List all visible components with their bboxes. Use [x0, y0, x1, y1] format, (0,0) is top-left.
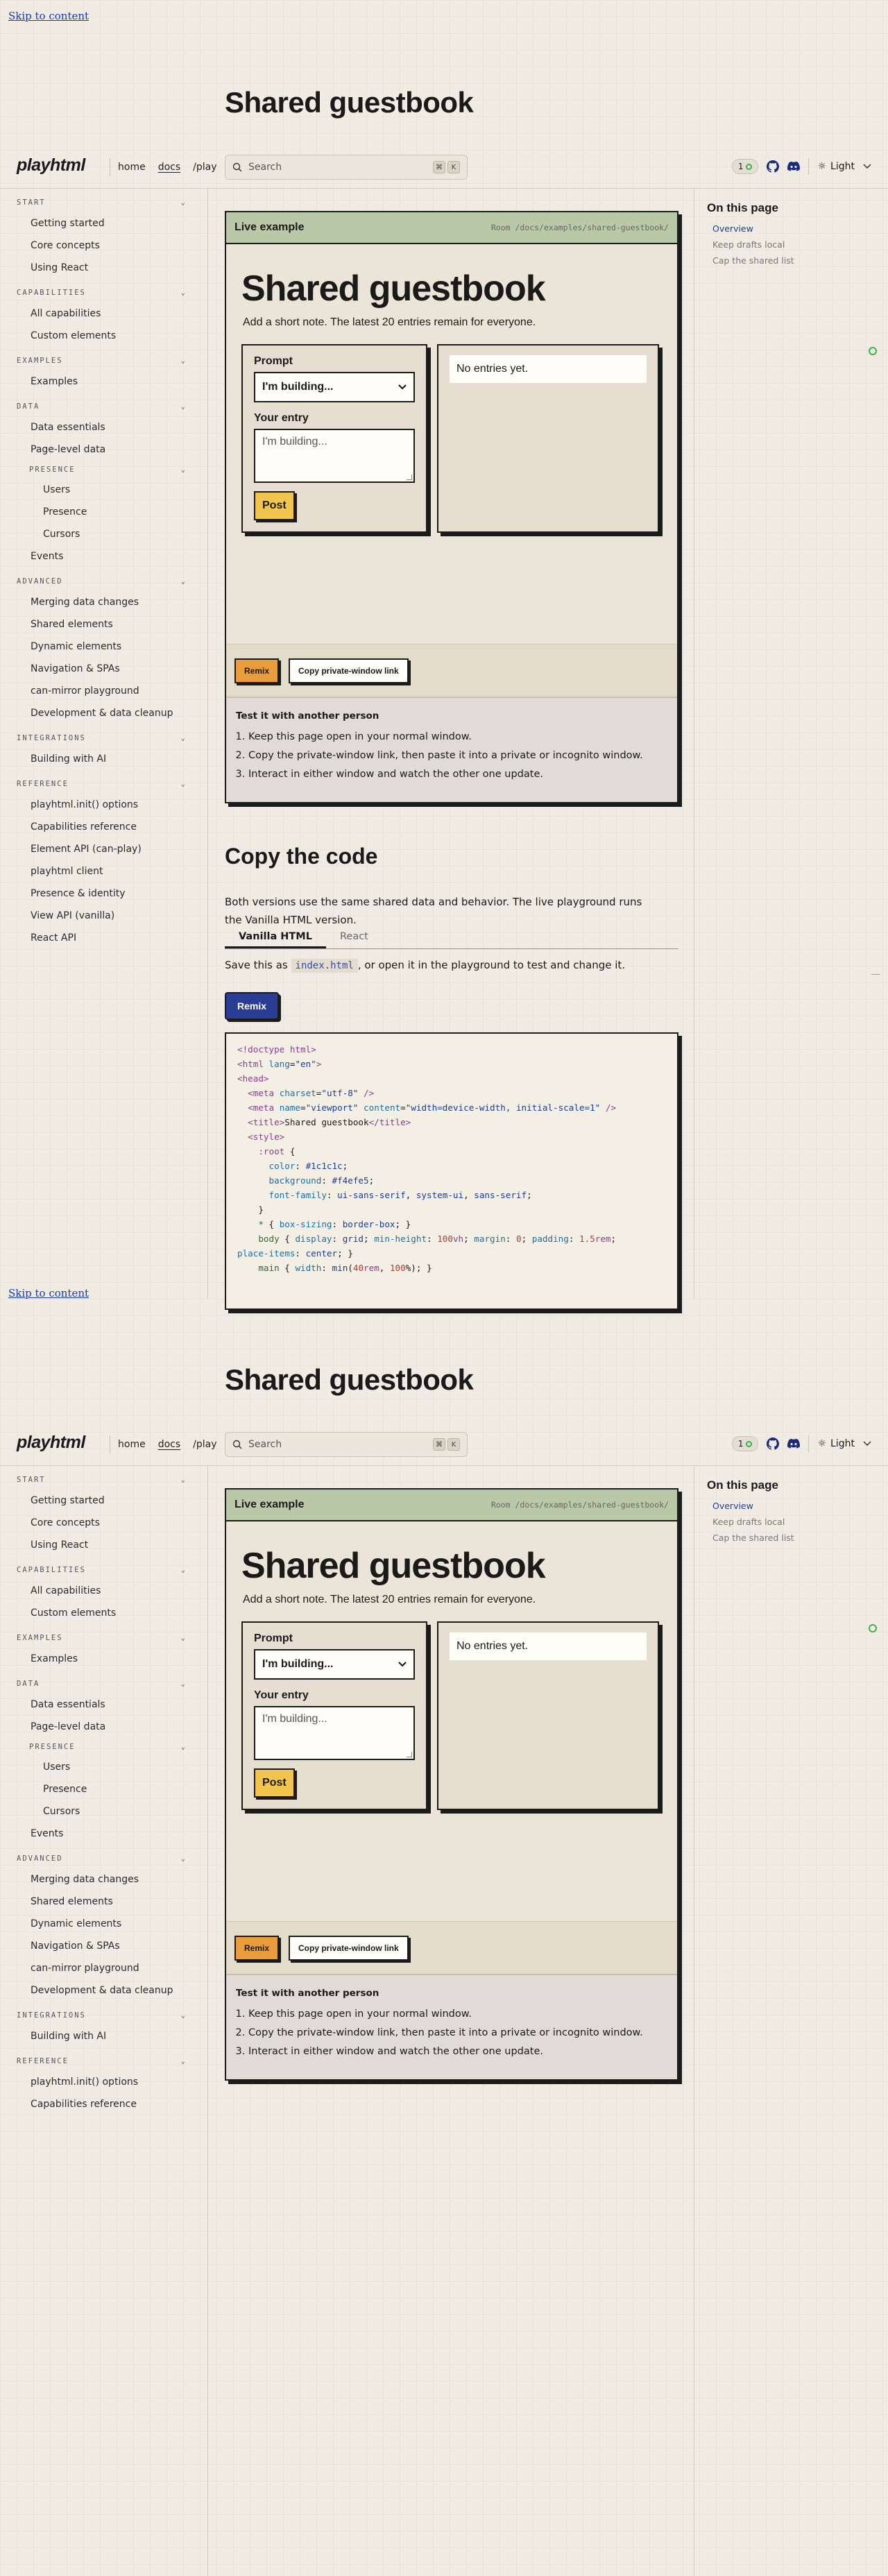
- search-input[interactable]: [225, 155, 468, 180]
- prompt-label: Prompt: [254, 355, 293, 367]
- chevron-down-icon: ⌄: [180, 1680, 187, 1688]
- presence-count-badge[interactable]: [732, 1436, 759, 1451]
- online-dot-icon: [746, 1441, 752, 1447]
- sidebar-item-data-essentials[interactable]: Data essentials: [31, 1699, 105, 1710]
- example-actions: [226, 644, 677, 698]
- chevron-down-icon[interactable]: [863, 1441, 871, 1447]
- search-placeholder: Search: [248, 162, 282, 173]
- sidebar-item-init-options[interactable]: playhtml.init() options: [31, 799, 139, 810]
- example-actions: [226, 1921, 677, 1975]
- sidebar-item-getting-started[interactable]: Getting started: [31, 218, 105, 229]
- sidebar-item-using-react[interactable]: Using React: [31, 1539, 89, 1551]
- save-instructions: [225, 959, 625, 971]
- section-label: CAPABILITIES: [17, 289, 86, 297]
- chevron-down-icon: ⌄: [180, 734, 187, 742]
- sidebar-section-start[interactable]: [0, 193, 207, 212]
- theme-toggle[interactable]: [817, 1438, 855, 1449]
- section-label: REFERENCE: [17, 780, 69, 788]
- sidebar-item-using-react[interactable]: Using React: [31, 262, 89, 273]
- copy-private-link-button[interactable]: Copy private-window link: [289, 658, 409, 683]
- entries-panel: [437, 344, 659, 533]
- screenshot-2: [0, 1277, 888, 2110]
- sidebar-item-view-api[interactable]: View API (vanilla): [31, 910, 115, 921]
- empty-entries-message: No entries yet.: [450, 1632, 647, 1660]
- chevron-down-icon: ⌄: [180, 1566, 187, 1574]
- sidebar-section-examples[interactable]: [0, 1628, 207, 1648]
- sun-icon: ☼: [817, 161, 827, 172]
- entry-form-panel: [241, 344, 427, 533]
- skip-to-content-link[interactable]: Skip to content: [8, 1287, 89, 1299]
- theme-label: Light: [830, 161, 855, 172]
- sidebar: [0, 189, 208, 1299]
- section-label: START: [17, 198, 46, 207]
- section-label: EXAMPLES: [17, 1634, 63, 1642]
- section-label: PRESENCE: [29, 1743, 76, 1751]
- sidebar-item-capabilities-reference[interactable]: Capabilities reference: [31, 2099, 137, 2110]
- search-icon: [232, 1440, 242, 1449]
- sidebar-item-react-api[interactable]: React API: [31, 932, 77, 944]
- sidebar-item-page-level-data[interactable]: Page-level data: [31, 1721, 106, 1732]
- cursor-presence-icon: [869, 1624, 877, 1632]
- chevron-down-icon: ⌄: [180, 1854, 187, 1863]
- kbd-k: K: [447, 1438, 460, 1451]
- nav-docs[interactable]: docs: [157, 162, 181, 173]
- sidebar-section-start[interactable]: [0, 1470, 207, 1490]
- chevron-down-icon: ⌄: [180, 289, 187, 297]
- test-step: 3. Interact in either window and watch the other one update.: [248, 2046, 667, 2057]
- live-example-label: Live example: [234, 1499, 305, 1510]
- header-right: [732, 158, 871, 175]
- sidebar-item-development[interactable]: Development & data cleanup: [31, 708, 173, 719]
- section-label: START: [17, 1476, 46, 1484]
- sidebar-item-users[interactable]: Users: [43, 1762, 71, 1773]
- section-label: INTEGRATIONS: [17, 734, 86, 742]
- test-step: 1. Keep this page open in your normal window.: [248, 2008, 667, 2020]
- file-name: index.html: [291, 959, 358, 973]
- sidebar-section-examples[interactable]: [0, 351, 207, 370]
- kbd-cmd: ⌘: [433, 161, 445, 173]
- copy-private-link-button[interactable]: Copy private-window link: [289, 1936, 409, 1961]
- empty-entries-message: No entries yet.: [450, 355, 647, 383]
- sidebar-item-merging[interactable]: Merging data changes: [31, 1874, 139, 1885]
- sidebar-item-shared-elements[interactable]: Shared elements: [31, 1896, 113, 1907]
- sun-icon: ☼: [817, 1438, 827, 1449]
- entry-label: Your entry: [254, 412, 309, 424]
- sidebar-item-custom-elements[interactable]: Custom elements: [31, 330, 117, 341]
- sidebar-item-dynamic-elements[interactable]: Dynamic elements: [31, 1918, 122, 1929]
- sidebar-item-users[interactable]: Users: [43, 484, 71, 495]
- prompt-select[interactable]: [254, 372, 415, 402]
- scroll-marker: [871, 974, 880, 975]
- presence-count-badge[interactable]: [732, 159, 759, 174]
- remix-button[interactable]: Remix: [234, 1936, 279, 1961]
- sidebar: [0, 1466, 208, 2576]
- copy-code-description: Both versions use the same shared data and behavior. The live playground runs the Vanilla HTML version.: [225, 896, 642, 926]
- sidebar-item-building-with-ai[interactable]: Building with AI: [31, 2031, 107, 2042]
- guestbook-subtitle: Add a short note. The latest 20 entries remain for everyone.: [243, 316, 536, 328]
- live-example-card: [225, 1488, 678, 2081]
- entry-form-panel: [241, 1621, 427, 1810]
- header-divider: [808, 1435, 809, 1452]
- chevron-down-icon: [398, 1662, 407, 1667]
- toc-link-drafts[interactable]: Keep drafts local: [712, 1517, 785, 1527]
- sidebar-item-getting-started[interactable]: Getting started: [31, 1495, 105, 1506]
- code-block[interactable]: <!doctype html> <html lang="en"> <head> <meta charset="utf-8" /> <meta name="viewport" content="width=device-width, initial-scale=1" /> <title>Shared guestbook</title> <style> :root { color: #1c1c1c; background: #f4efe5; font-family: ui-sans-serif, system-ui, sans-serif; } * { box-sizing: border-box; } body { display: grid; min-height: 100vh; margin: 0; padding: 1.5rem; place-items: center; } main { width: min(40rem, 100%); }: [225, 1032, 678, 1310]
- chevron-down-icon: ⌄: [180, 780, 187, 788]
- code-tabs: [225, 928, 678, 949]
- sidebar-item-init-options[interactable]: playhtml.init() options: [31, 2076, 139, 2088]
- sidebar-item-core-concepts[interactable]: Core concepts: [31, 1517, 100, 1528]
- section-label: DATA: [17, 402, 40, 411]
- nav-docs[interactable]: docs: [157, 1439, 181, 1450]
- sidebar-item-cursors[interactable]: Cursors: [43, 1806, 80, 1817]
- sidebar-item-presence[interactable]: Presence: [43, 1784, 87, 1795]
- sidebar-section-reference[interactable]: [0, 774, 207, 794]
- test-title: Test it with another person: [236, 1988, 379, 1999]
- search-placeholder: Search: [248, 1439, 282, 1450]
- search-shortcut: [433, 161, 460, 173]
- test-step: 2. Copy the private-window link, then paste it into a private or incognito window.: [248, 2027, 667, 2038]
- skip-to-content-link[interactable]: Skip to content: [8, 10, 89, 22]
- chevron-down-icon: ⌄: [180, 1743, 187, 1751]
- toc-link-drafts[interactable]: Keep drafts local: [712, 239, 785, 250]
- test-instructions: [226, 1975, 677, 2079]
- chevron-down-icon: ⌄: [180, 357, 187, 365]
- github-icon[interactable]: [767, 160, 779, 173]
- chevron-down-icon: [398, 384, 407, 390]
- tab-vanilla-html[interactable]: Vanilla HTML: [225, 928, 326, 948]
- sidebar-item-page-level-data[interactable]: Page-level data: [31, 444, 106, 455]
- resize-handle-icon[interactable]: [407, 1752, 412, 1757]
- test-instructions: [226, 698, 677, 802]
- sidebar-subsection-presence[interactable]: [0, 1738, 207, 1756]
- nav-play[interactable]: /play: [193, 1439, 217, 1450]
- sidebar-subsection-presence[interactable]: [0, 461, 207, 479]
- prompt-label: Prompt: [254, 1632, 293, 1644]
- github-icon[interactable]: [767, 1438, 779, 1450]
- prompt-value: I'm building...: [262, 1658, 334, 1670]
- search-input[interactable]: [225, 1432, 468, 1457]
- save-suffix: , or open it in the playground to test and change it.: [357, 959, 626, 971]
- logo[interactable]: playhtml: [17, 1433, 85, 1452]
- logo[interactable]: playhtml: [17, 155, 85, 175]
- sidebar-item-can-mirror[interactable]: can-mirror playground: [31, 685, 139, 697]
- chevron-down-icon: ⌄: [180, 2057, 187, 2065]
- prompt-value: I'm building...: [262, 381, 334, 393]
- sidebar-item-events[interactable]: Events: [31, 1828, 64, 1839]
- test-step: 1. Keep this page open in your normal window.: [248, 731, 667, 742]
- sidebar-section-capabilities[interactable]: [0, 1560, 207, 1580]
- discord-icon[interactable]: [787, 161, 800, 172]
- sidebar-item-examples[interactable]: Examples: [31, 376, 78, 387]
- sidebar-section-advanced[interactable]: [0, 1849, 207, 1868]
- post-button[interactable]: Post: [254, 491, 295, 520]
- table-of-contents: [694, 189, 888, 1299]
- sidebar-section-integrations[interactable]: [0, 728, 207, 748]
- sidebar-item-shared-elements[interactable]: Shared elements: [31, 619, 113, 630]
- sidebar-item-dynamic-elements[interactable]: Dynamic elements: [31, 641, 122, 652]
- chevron-down-icon[interactable]: [863, 164, 871, 169]
- sidebar-section-integrations[interactable]: [0, 2006, 207, 2025]
- chevron-down-icon: ⌄: [180, 402, 187, 411]
- guestbook-subtitle: Add a short note. The latest 20 entries remain for everyone.: [243, 1594, 536, 1605]
- online-dot-icon: [746, 164, 752, 170]
- entry-label: Your entry: [254, 1689, 309, 1701]
- sidebar-item-data-essentials[interactable]: Data essentials: [31, 422, 105, 433]
- sidebar-item-all-capabilities[interactable]: All capabilities: [31, 308, 101, 319]
- section-label: ADVANCED: [17, 1854, 63, 1863]
- chevron-down-icon: ⌄: [180, 2011, 187, 2020]
- header-right: [732, 1435, 871, 1452]
- nav-play[interactable]: /play: [193, 162, 217, 173]
- site-header: [0, 146, 888, 189]
- chevron-down-icon: ⌄: [180, 466, 187, 474]
- resize-handle-icon[interactable]: [407, 475, 412, 480]
- entry-textarea[interactable]: [254, 429, 415, 483]
- theme-label: Light: [830, 1438, 855, 1449]
- search-shortcut: [433, 1438, 460, 1451]
- guestbook-title: Shared guestbook: [241, 1546, 545, 1586]
- page-title: Shared guestbook: [225, 1363, 474, 1396]
- header-nav: [118, 162, 230, 173]
- presence-count: 1: [737, 162, 744, 171]
- chevron-down-icon: ⌄: [180, 577, 187, 586]
- toc-link-overview[interactable]: Overview: [712, 223, 753, 234]
- tab-react[interactable]: React: [339, 931, 368, 942]
- chevron-down-icon: ⌄: [180, 1634, 187, 1642]
- sidebar-section-data[interactable]: [0, 397, 207, 416]
- theme-toggle[interactable]: [817, 161, 855, 172]
- sidebar-item-core-concepts[interactable]: Core concepts: [31, 240, 100, 251]
- toc-link-overview[interactable]: Overview: [712, 1501, 753, 1511]
- section-label: EXAMPLES: [17, 357, 63, 365]
- section-label: INTEGRATIONS: [17, 2011, 86, 2020]
- cursor-presence-icon: [869, 347, 877, 355]
- sidebar-item-element-api[interactable]: Element API (can-play): [31, 844, 142, 855]
- nav-home[interactable]: home: [118, 1439, 146, 1450]
- live-example-label: Live example: [234, 221, 305, 233]
- sidebar-section-capabilities[interactable]: [0, 283, 207, 302]
- section-label: ADVANCED: [17, 577, 63, 586]
- room-path: Room /docs/examples/shared-guestbook/: [490, 1500, 669, 1510]
- section-label: DATA: [17, 1680, 40, 1688]
- live-example-header: [226, 212, 677, 244]
- live-example-card: [225, 211, 678, 803]
- kbd-cmd: ⌘: [433, 1438, 445, 1451]
- sidebar-item-navigation[interactable]: Navigation & SPAs: [31, 1940, 120, 1952]
- guestbook-title: Shared guestbook: [241, 268, 545, 309]
- sidebar-item-development[interactable]: Development & data cleanup: [31, 1985, 173, 1996]
- post-button[interactable]: Post: [254, 1768, 295, 1798]
- toc-title: On this page: [707, 1478, 778, 1492]
- sidebar-item-navigation[interactable]: Navigation & SPAs: [31, 663, 120, 674]
- sidebar-section-data[interactable]: [0, 1674, 207, 1694]
- site-header: [0, 1423, 888, 1466]
- sidebar-item-can-mirror[interactable]: can-mirror playground: [31, 1963, 139, 1974]
- test-step: 3. Interact in either window and watch the other one update.: [248, 769, 667, 780]
- sidebar-item-custom-elements[interactable]: Custom elements: [31, 1607, 117, 1619]
- header-divider: [808, 158, 809, 175]
- toc-title: On this page: [707, 201, 778, 214]
- section-label: PRESENCE: [29, 466, 76, 474]
- chevron-down-icon: ⌄: [180, 198, 187, 207]
- chevron-down-icon: ⌄: [180, 1476, 187, 1484]
- sidebar-section-advanced[interactable]: [0, 572, 207, 591]
- toc-link-cap[interactable]: Cap the shared list: [712, 255, 794, 266]
- sidebar-item-presence-identity[interactable]: Presence & identity: [31, 888, 126, 899]
- room-path: Room /docs/examples/shared-guestbook/: [490, 223, 669, 232]
- table-of-contents: [694, 1466, 888, 2576]
- live-example-header: [226, 1490, 677, 1521]
- code-remix-button[interactable]: Remix: [225, 992, 279, 1020]
- test-step: 2. Copy the private-window link, then paste it into a private or incognito window.: [248, 750, 667, 761]
- sidebar-item-all-capabilities[interactable]: All capabilities: [31, 1585, 101, 1596]
- sidebar-item-events[interactable]: Events: [31, 551, 64, 562]
- remix-button[interactable]: Remix: [234, 658, 279, 683]
- sidebar-item-capabilities-reference[interactable]: Capabilities reference: [31, 821, 137, 833]
- sidebar-item-examples[interactable]: Examples: [31, 1653, 78, 1664]
- test-title: Test it with another person: [236, 710, 379, 722]
- sidebar-item-cursors[interactable]: Cursors: [43, 529, 80, 540]
- page-title: Shared guestbook: [225, 86, 474, 119]
- entries-panel: [437, 1621, 659, 1810]
- prompt-select[interactable]: [254, 1649, 415, 1680]
- sidebar-item-presence[interactable]: Presence: [43, 506, 87, 518]
- sidebar-item-building-with-ai[interactable]: Building with AI: [31, 753, 107, 765]
- discord-icon[interactable]: [787, 1438, 800, 1449]
- sidebar-item-playhtml-client[interactable]: playhtml client: [31, 866, 103, 877]
- section-label: CAPABILITIES: [17, 1566, 86, 1574]
- presence-count: 1: [737, 1439, 744, 1449]
- toc-link-cap[interactable]: Cap the shared list: [712, 1533, 794, 1543]
- copy-code-heading: Copy the code: [225, 844, 378, 869]
- kbd-k: K: [447, 161, 460, 173]
- entry-textarea[interactable]: [254, 1706, 415, 1760]
- sidebar-item-merging[interactable]: Merging data changes: [31, 597, 139, 608]
- save-prefix: Save this as: [225, 959, 291, 971]
- header-nav: [118, 1439, 230, 1450]
- entry-placeholder: I'm building...: [262, 1713, 327, 1725]
- screenshot-1: [0, 0, 888, 1277]
- section-label: REFERENCE: [17, 2057, 69, 2065]
- entry-placeholder: I'm building...: [262, 436, 327, 447]
- search-icon: [232, 162, 242, 172]
- sidebar-section-reference[interactable]: [0, 2052, 207, 2071]
- nav-home[interactable]: home: [118, 162, 146, 173]
